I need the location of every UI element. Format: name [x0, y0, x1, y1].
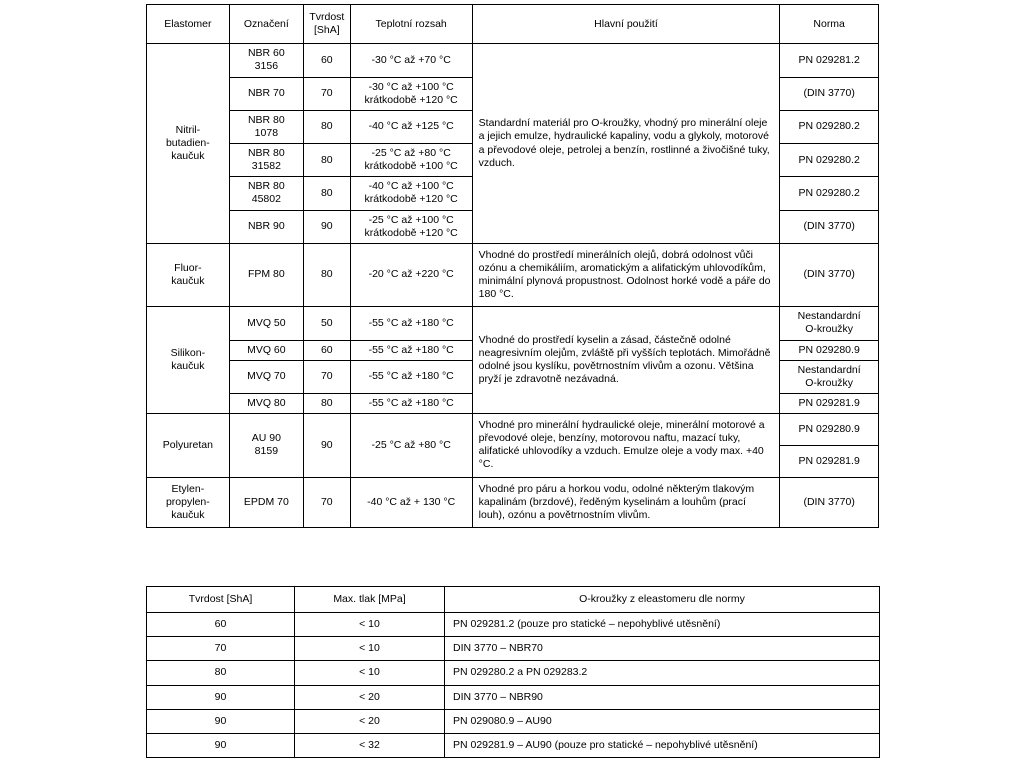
pressure-standards-table: [146, 586, 880, 758]
header-tvrdost-line2: [ShA]: [313, 24, 340, 37]
oznaceni-cell: NBR 90: [229, 210, 303, 243]
tlak-value: < 10: [295, 613, 445, 637]
header-tvrdost-sha: Tvrdost [ShA]: [147, 587, 295, 613]
table-row: [147, 477, 879, 527]
tvrdost-cell: 90: [303, 414, 350, 478]
header-tvrdost-line1: Tvrdost: [309, 11, 345, 23]
oznaceni-cell: MVQ 70: [229, 360, 303, 393]
tvrdost-cell: 80: [303, 177, 350, 210]
norma-value: DIN 3770 – NBR90: [445, 685, 880, 709]
table-row: [147, 243, 879, 307]
tvrdost-cell: 70: [303, 77, 350, 110]
table-row: [147, 613, 880, 637]
tvrdost-value: 80: [147, 661, 295, 685]
table-row: [147, 685, 880, 709]
tvrdost-cell: 80: [303, 110, 350, 143]
oznaceni-cell: NBR 70: [229, 77, 303, 110]
teplota-cell: -25 °C až +100 °C krátkodobě +120 °C: [350, 210, 472, 243]
table-row: [147, 414, 879, 446]
teplota-cell: -30 °C až +100 °C krátkodobě +120 °C: [350, 77, 472, 110]
teplota-cell: -55 °C až +180 °C: [350, 307, 472, 340]
norma-cell: Nestandardní O-kroužky: [780, 360, 879, 393]
oznaceni-cell: NBR 60 3156: [229, 44, 303, 77]
header-norma: Norma: [780, 5, 879, 44]
table-row: [147, 709, 880, 733]
tvrdost-value: 60: [147, 613, 295, 637]
teplota-cell: -40 °C až + 130 °C: [350, 477, 472, 527]
norma-value: PN 029281.2 (pouze pro statické – nepohyblivé utěsnění): [445, 613, 880, 637]
oznaceni-cell: MVQ 80: [229, 393, 303, 413]
elastomer-name: [147, 44, 230, 244]
header-elastomer: Elastomer: [147, 5, 230, 44]
norma-cell: PN 029281.2: [780, 44, 879, 77]
oznaceni-cell: FPM 80: [229, 243, 303, 307]
tlak-value: < 10: [295, 637, 445, 661]
table-row: [147, 733, 880, 757]
norma-value: DIN 3770 – NBR70: [445, 637, 880, 661]
teplota-cell: -25 °C až +80 °C: [350, 414, 472, 478]
tvrdost-cell: 90: [303, 210, 350, 243]
header-teplotni-rozsah: Teplotní rozsah: [350, 5, 472, 44]
teplota-cell: -40 °C až +125 °C: [350, 110, 472, 143]
teplota-cell: -55 °C až +180 °C: [350, 393, 472, 413]
elastomer-name: Silikon- kaučuk: [147, 307, 230, 414]
norma-cell: PN 029280.2: [780, 110, 879, 143]
elastomer-properties-table: [146, 4, 879, 528]
elastomer-name: Etylen- propylen- kaučuk: [147, 477, 230, 527]
usage-cell: Vhodné do prostředí minerálních olejů, dobrá odolnost vůči ozónu a chemikáliím, aromatickým a alifatickým uhlovodíkům, minimální plynová propustnost. Odolnost horké vodě a páře do 180 °C.: [472, 243, 780, 307]
teplota-cell: -20 °C až +220 °C: [350, 243, 472, 307]
teplota-cell: -55 °C až +180 °C: [350, 360, 472, 393]
tvrdost-cell: 80: [303, 393, 350, 413]
tvrdost-value: 90: [147, 709, 295, 733]
oznaceni-cell: EPDM 70: [229, 477, 303, 527]
norma-value: PN 029080.9 – AU90: [445, 709, 880, 733]
table-header-row: [147, 587, 880, 613]
usage-cell: Vhodné pro páru a horkou vodu, odolné některým tlakovým kapalinám (brzdové), ředěným kyselinám a louhům (prací louh), ozónu a povětrnostním vlivům.: [472, 477, 780, 527]
norma-cell: PN 029281.9: [780, 393, 879, 413]
norma-cell: (DIN 3770): [780, 243, 879, 307]
oznaceni-cell: MVQ 60: [229, 340, 303, 360]
norma-cell: (DIN 3770): [780, 77, 879, 110]
oznaceni-cell: NBR 80 31582: [229, 144, 303, 177]
tvrdost-value: 70: [147, 637, 295, 661]
table-row: [147, 307, 879, 340]
teplota-cell: -40 °C až +100 °C krátkodobě +120 °C: [350, 177, 472, 210]
tvrdost-cell: 80: [303, 144, 350, 177]
tlak-value: < 20: [295, 709, 445, 733]
usage-cell: Standardní materiál pro O-kroužky, vhodný pro minerální oleje a jejich emulze, hydraulické kapaliny, vodu a glykoly, motorové a převodové oleje, petrolej a benzín, rostlinné a živočišné tuky, vzduch.: [472, 44, 780, 244]
header-hlavni-pouziti: Hlavní použití: [472, 5, 780, 44]
header-max-tlak: Max. tlak [MPa]: [295, 587, 445, 613]
header-tvrdost: [303, 5, 350, 44]
elastomer-name: Fluor- kaučuk: [147, 243, 230, 307]
tvrdost-cell: 70: [303, 360, 350, 393]
tvrdost-cell: 60: [303, 44, 350, 77]
tlak-value: < 20: [295, 685, 445, 709]
header-okrouzky-norma: O-kroužky z eleastomeru dle normy: [445, 587, 880, 613]
oznaceni-cell: NBR 80 1078: [229, 110, 303, 143]
norma-cell: Nestandardní O-kroužky: [780, 307, 879, 340]
tvrdost-cell: 60: [303, 340, 350, 360]
norma-cell: (DIN 3770): [780, 477, 879, 527]
table-row: [147, 661, 880, 685]
oznaceni-cell: AU 90 8159: [229, 414, 303, 478]
teplota-cell: -25 °C až +80 °C krátkodobě +100 °C: [350, 144, 472, 177]
teplota-cell: -30 °C až +70 °C: [350, 44, 472, 77]
norma-cell: PN 029280.9: [780, 414, 879, 446]
norma-cell: PN 029280.2: [780, 177, 879, 210]
tlak-value: < 10: [295, 661, 445, 685]
oznaceni-cell: NBR 80 45802: [229, 177, 303, 210]
elastomer-line3: kaučuk: [171, 150, 205, 163]
table-header-row: [147, 5, 879, 44]
tvrdost-value: 90: [147, 685, 295, 709]
norma-value: PN 029280.2 a PN 029283.2: [445, 661, 880, 685]
header-oznaceni: Označení: [229, 5, 303, 44]
tvrdost-cell: 70: [303, 477, 350, 527]
teplota-cell: -55 °C až +180 °C: [350, 340, 472, 360]
norma-cell: PN 029280.9: [780, 340, 879, 360]
norma-value: PN 029281.9 – AU90 (pouze pro statické – nepohyblivé utěsnění): [445, 733, 880, 757]
usage-cell: Vhodné do prostředí kyselin a zásad, částečně odolné neagresivním olejům, zvláště při vyšších teplotách. Mimořádně odolné jsou kyslíku, povětrnostním vlivům a ozonu. Většina pryží je zdravotně nezávadná.: [472, 307, 780, 414]
elastomer-line2: butadien-: [165, 136, 210, 149]
elastomer-line1: Nitril-: [175, 123, 201, 136]
elastomer-name: Polyuretan: [147, 414, 230, 478]
table-row: [147, 637, 880, 661]
tvrdost-cell: 50: [303, 307, 350, 340]
table-row: [147, 44, 879, 77]
norma-cell: PN 029280.2: [780, 144, 879, 177]
norma-cell: (DIN 3770): [780, 210, 879, 243]
norma-cell: PN 029281.9: [780, 445, 879, 477]
tlak-value: < 32: [295, 733, 445, 757]
tvrdost-cell: 80: [303, 243, 350, 307]
oznaceni-cell: MVQ 50: [229, 307, 303, 340]
tvrdost-value: 90: [147, 733, 295, 757]
usage-cell: Vhodné pro minerální hydraulické oleje, minerální motorové a převodové oleje, benzíny, motorovou naftu, mazací tuky, alifatické uhlovodíky a vzduch. Emulze oleje a vody max. +40 °C.: [472, 414, 780, 478]
